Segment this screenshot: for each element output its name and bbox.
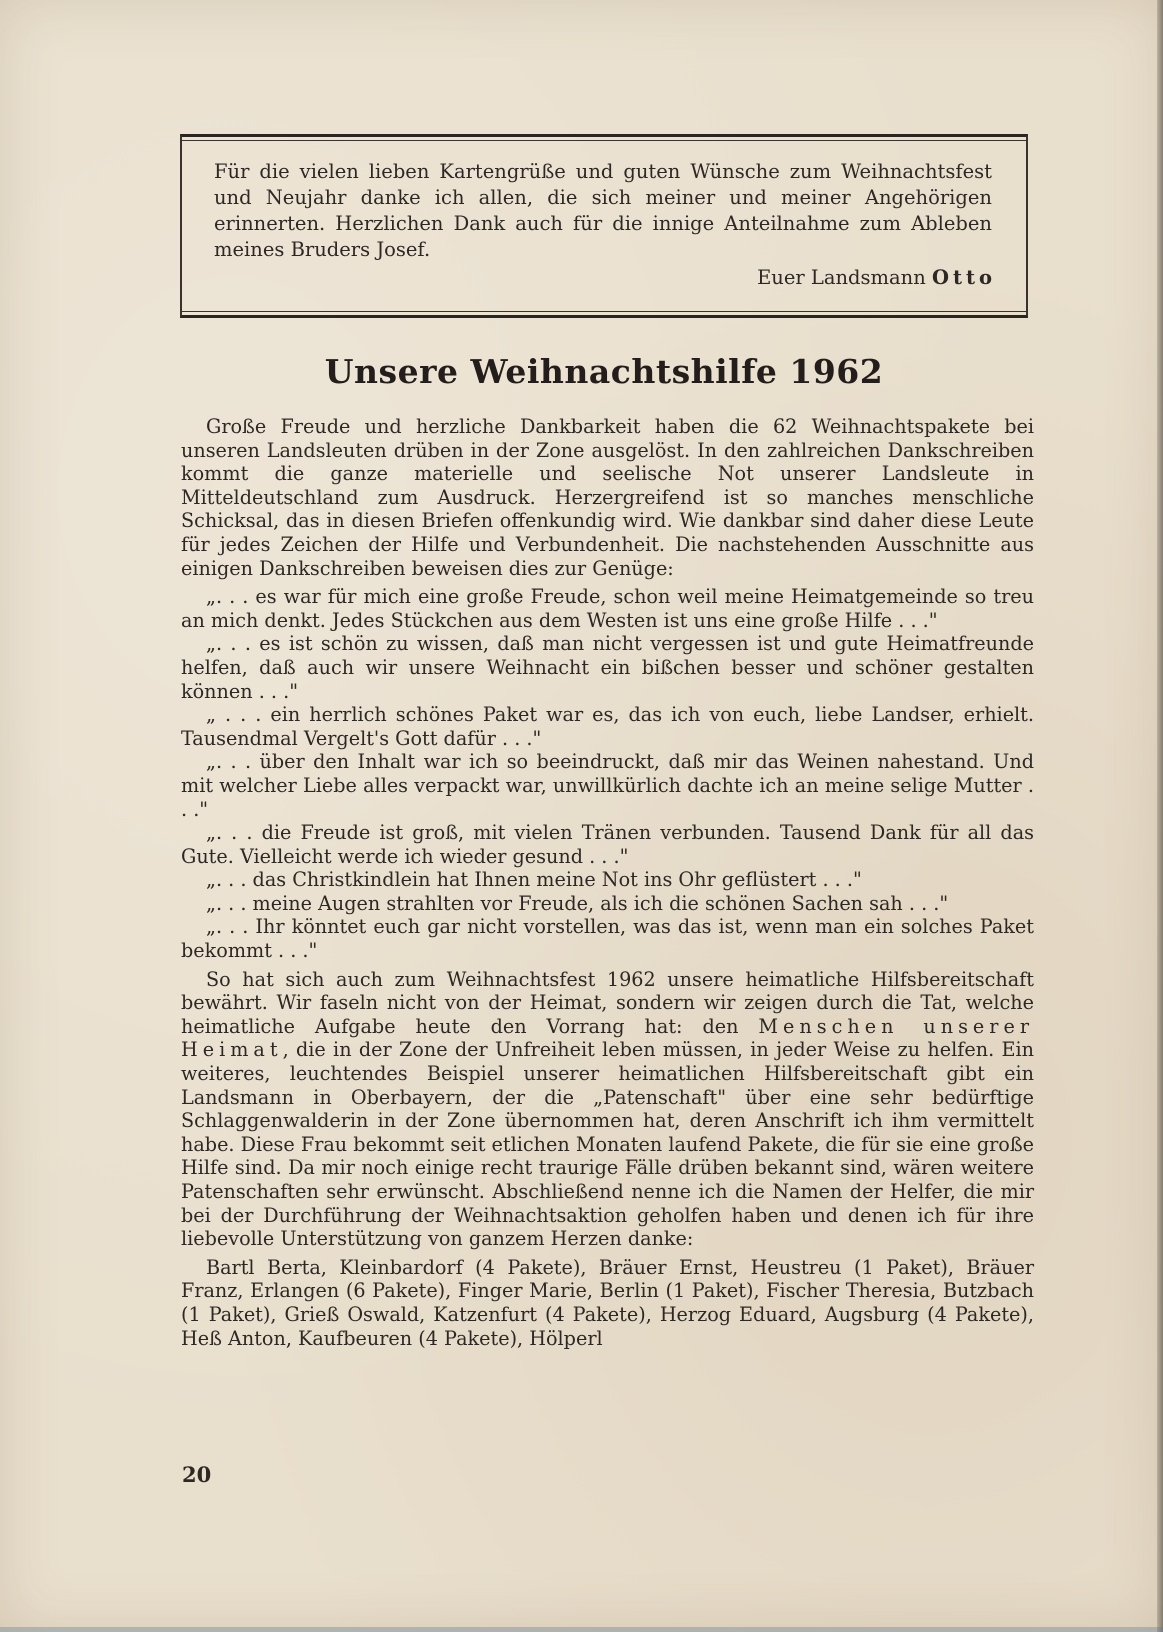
paragraph-helpers-list: Bartl Berta, Kleinbardorf (4 Pakete), Bräuer Ernst, Heustreu (1 Paket), Bräuer Franz, Erlangen (6 Pakete), Finger Marie, Berlin (1 Paket), Fischer Theresia, Butzbach (1 Paket), Grieß Oswald, Katzenfurt (4 Pakete), Herzog Eduard, Augsburg (4 Pakete), Heß Anton, Kaufbeuren (4 Pakete), Hölperl xyxy=(181,1255,1034,1350)
signature-name: Otto xyxy=(931,266,996,289)
article-body xyxy=(181,415,1034,1355)
emphasis-spaced: Menschen unserer Heimat xyxy=(181,1014,1034,1062)
quote-5: „. . . die Freude ist groß, mit vielen Tränen verbunden. Tausend Dank für all das Gute. Vielleicht werde ich wieder gesund . . ." xyxy=(181,821,1034,868)
quote-2: „. . . es ist schön zu wissen, daß man nicht vergessen ist und gute Heimatfreunde helfen, daß auch wir unsere Weihnacht ein bißchen besser und schöner gestalten können . . ." xyxy=(181,632,1034,703)
paragraph-summary-end: , die in der Zone der Unfreiheit leben müssen, in jeder Weise zu helfen. Ein weiteres, leuchtendes Beispiel unserer heimatlichen Hilfsbereitschaft gibt ein Landsmann in Oberbayern, der die „Patenschaft" über eine sehr bedürftige Schlaggenwalderin in der Zone übernommen hat, deren Anschrift ich ihm vermittelt habe. Diese Frau bekommt seit etlichen Monaten laufend Pakete, die für sie eine große Hilfe sind. Da mir noch einige recht traurige Fälle drüben bekannt sind, wären weitere Patenschaften sehr erwünscht. Abschließend nenne ich die Namen der Helfer, die mir bei der Durchführung der Weihnachtsaktion geholfen haben und denen ich für ihre liebevolle Unterstützung von ganzem Herzen danke: xyxy=(181,1038,1034,1251)
article-heading: Unsere Weihnachtshilfe 1962 xyxy=(324,352,884,391)
quote-3: „ . . . ein herrlich schönes Paket war es, das ich von euch, liebe Landser, erhielt. Tausendmal Vergelt's Gott dafür . . ." xyxy=(181,703,1034,750)
thanks-notice-signature xyxy=(757,266,996,289)
thanks-notice-paragraph: Für die vielen lieben Kartengrüße und guten Wünsche zum Weihnachtsfest und Neujahr danke ich allen, die sich meiner und meiner Angehörigen erinnerten. Herzlichen Dank auch für die innige Anteilnahme zum Ableben meines Bruders Josef. xyxy=(214,160,992,261)
page-bottom-edge xyxy=(0,1627,1163,1632)
page-number: 20 xyxy=(182,1462,212,1487)
signature-prefix: Euer Landsmann xyxy=(757,266,932,289)
quote-7: „. . . meine Augen strahlten vor Freude, als ich die schönen Sachen sah . . ." xyxy=(206,891,949,915)
quote-8: „. . . Ihr könntet euch gar nicht vorstellen, was das ist, wenn man ein solches Paket bekommt . . ." xyxy=(181,915,1034,963)
paragraph-summary xyxy=(181,968,1034,1251)
paragraph-intro: Große Freude und herzliche Dankbarkeit haben die 62 Weihnachtspakete bei unseren Landsleuten drüben in der Zone ausgelöst. In den zahlreichen Dankschreiben kommt die ganze materielle und seelische Not unserer Landsleute in Mitteldeutschland zum Ausdruck. Herzergreifend ist so manches menschliche Schicksal, das in diesen Briefen offenkundig wird. Wie dankbar sind daher diese Leute für jedes Zeichen der Hilfe und Verbundenheit. Die nachstehenden Ausschnitte aus einigen Dankschreiben beweisen dies zur Genüge: xyxy=(181,415,1034,580)
quote-4: „. . . über den Inhalt war ich so beeindruckt, daß mir das Weinen nahestand. Und mit welcher Liebe alles verpackt war, unwillkürlich dachte ich an meine selige Mutter . . ." xyxy=(181,750,1034,821)
quote-6: „. . . das Christkindlein hat Ihnen meine Not ins Ohr geflüstert . . ." xyxy=(206,868,862,892)
page-edge xyxy=(1157,0,1163,1632)
thanks-notice-box xyxy=(180,134,1028,318)
thanks-notice-text xyxy=(214,159,992,263)
paragraph-summary-start: So hat sich auch zum Weihnachtsfest 1962 unsere heimatliche Hilfsbereitschaft bewährt. Wir faseln nicht von der Heimat, sondern wir zeigen durch die Tat, welche heimatliche Aufgabe heute den Vorrang hat: den xyxy=(181,967,1034,1038)
quote-1: „. . . es war für mich eine große Freude, schon weil meine Heimatgemeinde so treu an mich denkt. Jedes Stückchen aus dem Westen ist uns eine große Hilfe . . ." xyxy=(181,585,1034,632)
